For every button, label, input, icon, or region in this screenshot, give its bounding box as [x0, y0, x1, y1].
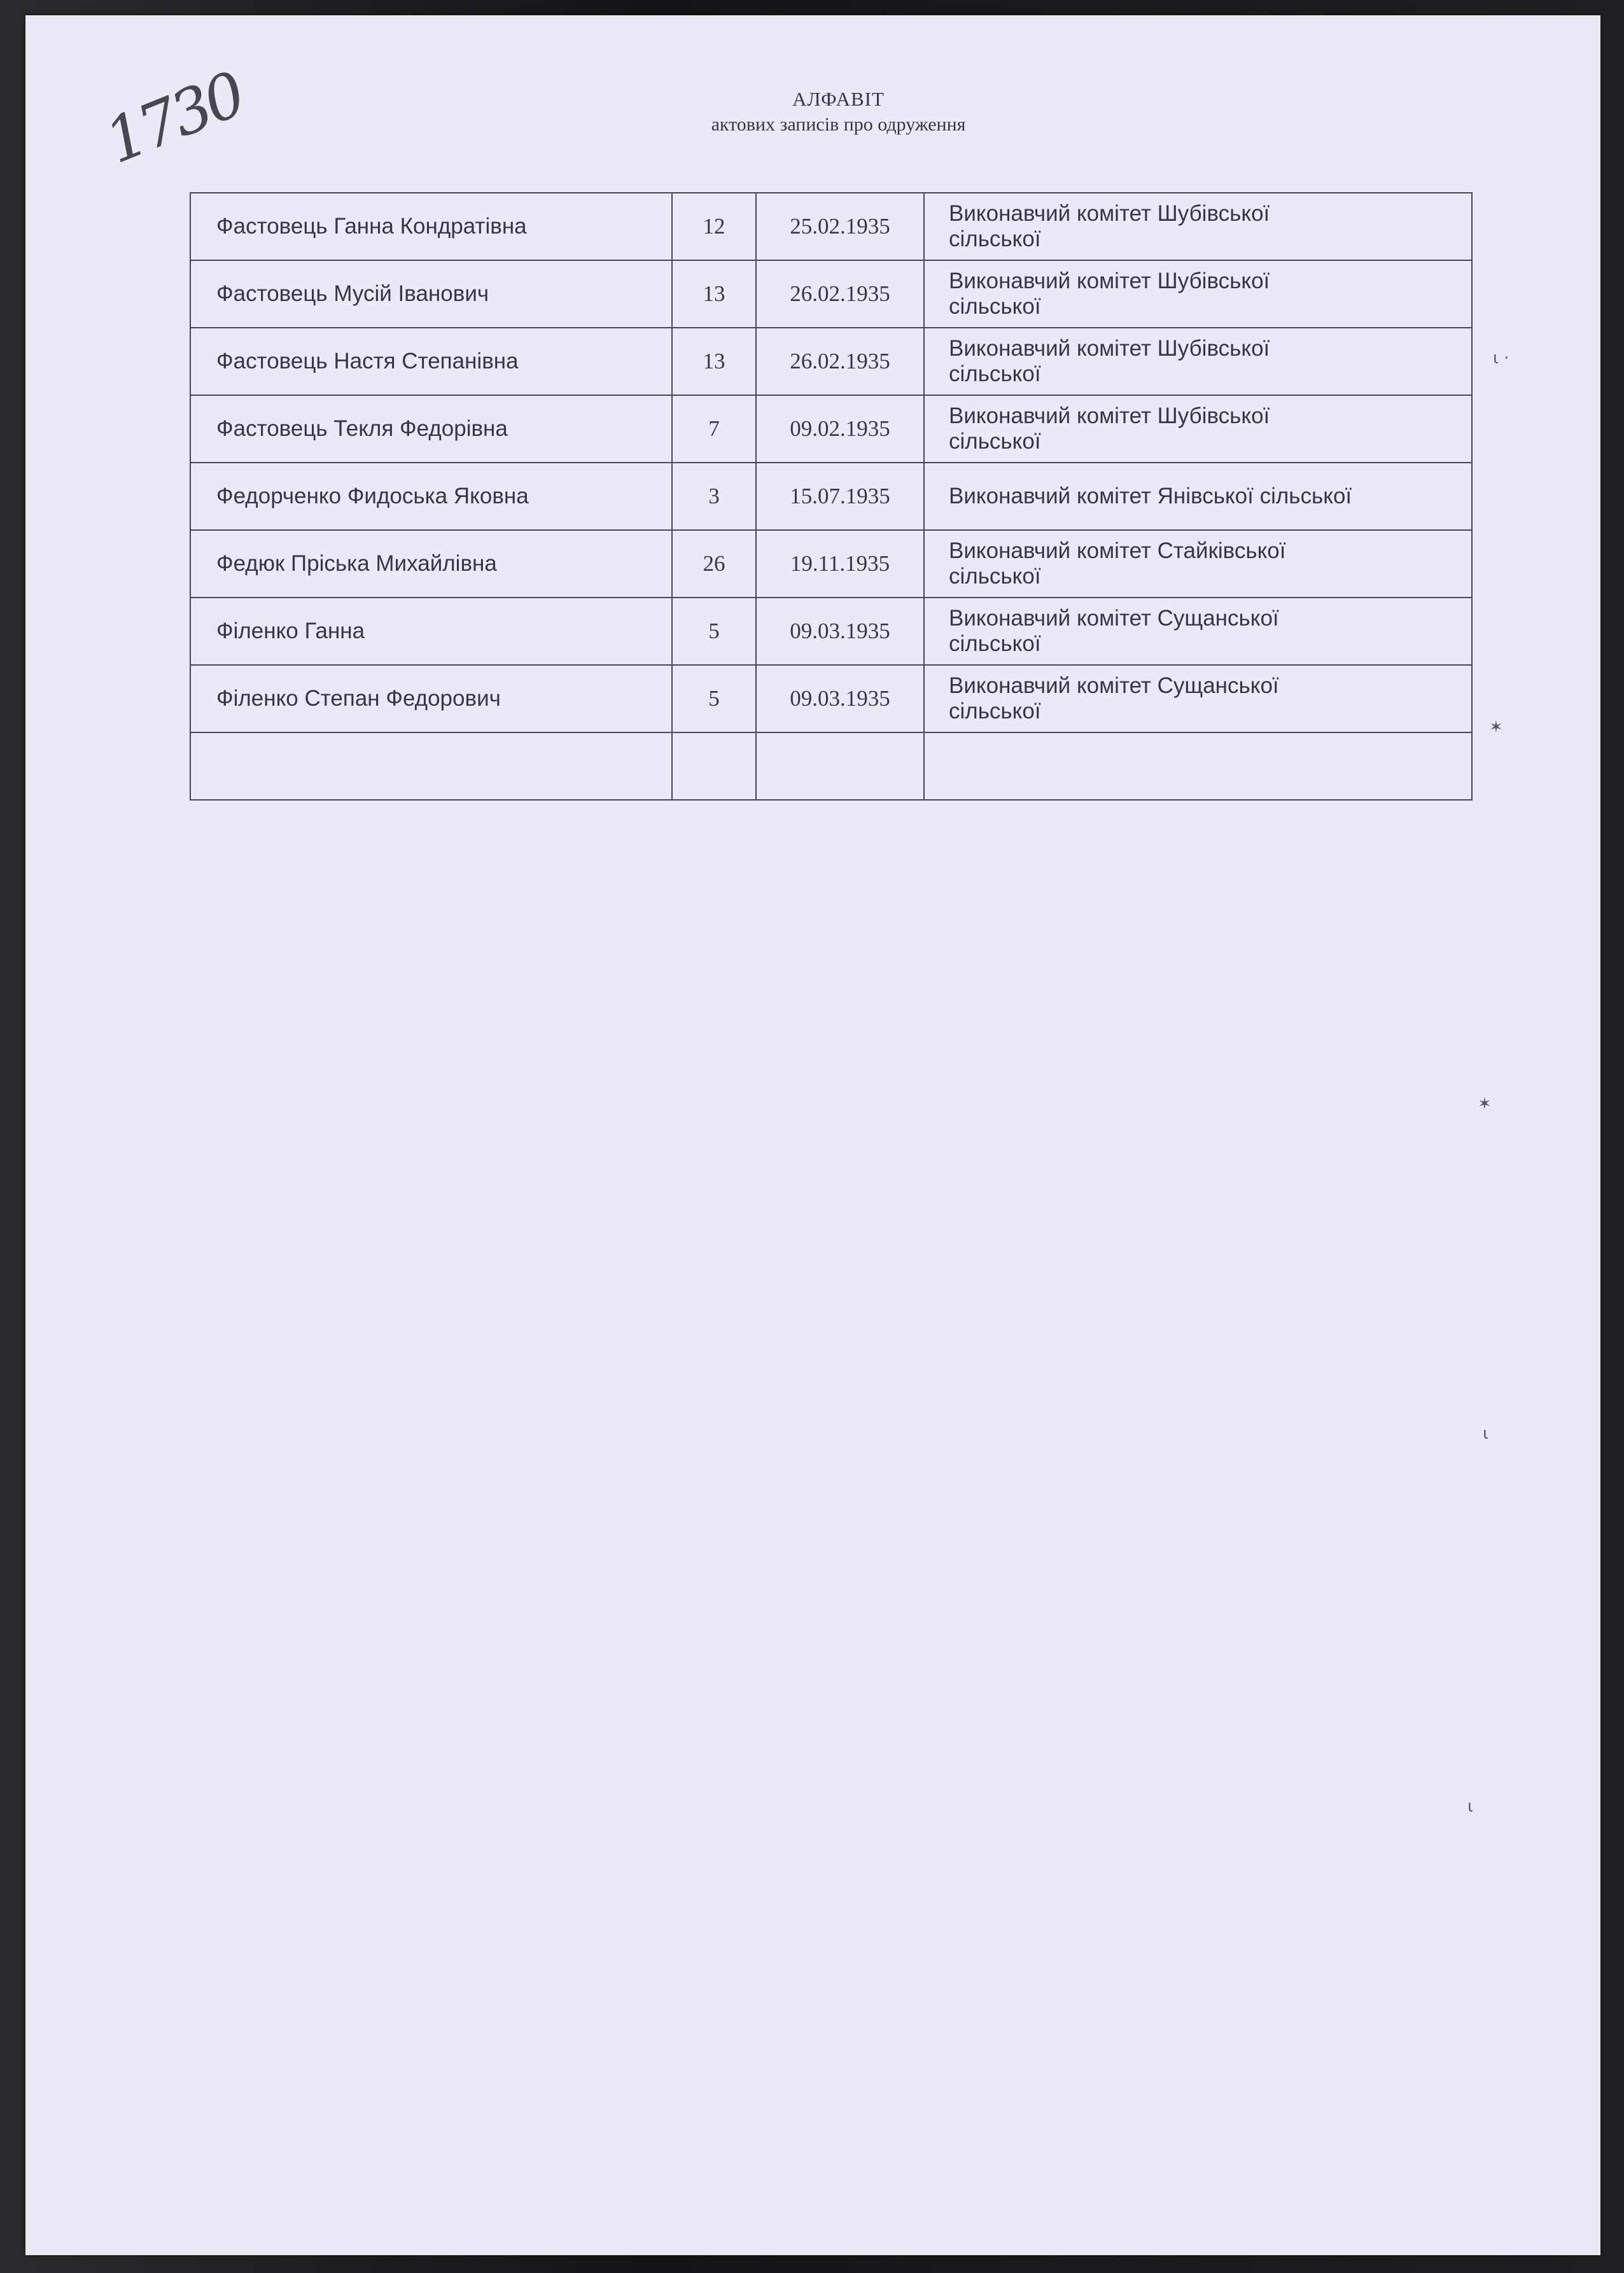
table-row [190, 463, 1472, 530]
body-line-2: сільської [949, 564, 1041, 589]
cell-name: Фастовець Настя Степанівна [190, 328, 672, 395]
cell-date: 19.11.1935 [756, 530, 924, 598]
cell-name: Федорченко Фидоська Яковна [190, 463, 672, 530]
cell-date: 26.02.1935 [756, 328, 924, 395]
cell-record-number: 26 [672, 530, 756, 598]
body-line-1: Виконавчий комітет Янівської сільської [949, 484, 1352, 508]
body-line-2: сільської [949, 227, 1041, 251]
body-line-1: Виконавчий комітет Шубівської [949, 201, 1270, 226]
cell-registry-body [924, 598, 1472, 665]
cell-name: Фастовець Текля Федорівна [190, 395, 672, 463]
body-line-1: Виконавчий комітет Стайківської [949, 538, 1286, 563]
body-line-1: Виконавчий комітет Шубівської [949, 403, 1270, 428]
cell-name [190, 732, 672, 800]
body-line-2: сільської [949, 294, 1041, 319]
document-title: АЛФАВІТ [792, 88, 885, 110]
body-line-2: сільської [949, 361, 1041, 386]
table-row [190, 328, 1472, 395]
cell-record-number: 13 [672, 260, 756, 328]
cell-name: Фастовець Ганна Кондратівна [190, 193, 672, 260]
cell-registry-body [924, 463, 1472, 530]
cell-registry-body [924, 530, 1472, 598]
cell-name: Федюк Пріська Михайлівна [190, 530, 672, 598]
body-line-2: сільської [949, 429, 1041, 454]
cell-registry-body [924, 328, 1472, 395]
cell-name: Фастовець Мусій Іванович [190, 260, 672, 328]
cell-record-number [672, 732, 756, 800]
body-line-1: Виконавчий комітет Шубівської [949, 269, 1270, 293]
cell-record-number: 13 [672, 328, 756, 395]
cell-date: 09.03.1935 [756, 598, 924, 665]
cell-name: Філенко Ганна [190, 598, 672, 665]
punch-mark: ɩ [1467, 1797, 1473, 1816]
cell-registry-body [924, 395, 1472, 463]
table-row [190, 530, 1472, 598]
cell-registry-body [924, 665, 1472, 732]
document-subtitle: актових записів про одруження [711, 114, 966, 135]
cell-record-number: 5 [672, 665, 756, 732]
cell-registry-body [924, 732, 1472, 800]
body-line-2: сільської [949, 699, 1041, 724]
handwritten-folio-number: 1730 [95, 59, 253, 178]
cell-date [756, 732, 924, 800]
body-line-1: Виконавчий комітет Шубівської [949, 336, 1270, 361]
cell-name: Філенко Степан Федорович [190, 665, 672, 732]
table-row [190, 395, 1472, 463]
punch-mark: ɩ [1483, 1424, 1488, 1443]
cell-date: 25.02.1935 [756, 193, 924, 260]
body-line-2: сільської [949, 631, 1041, 656]
body-line-1: Виконавчий комітет Сущанської [949, 673, 1279, 698]
cell-record-number: 5 [672, 598, 756, 665]
table-row [190, 260, 1472, 328]
cell-date: 15.07.1935 [756, 463, 924, 530]
table-row-empty [190, 732, 1472, 800]
punch-mark: ✶ [1478, 1095, 1492, 1114]
cell-date: 26.02.1935 [756, 260, 924, 328]
punch-mark: ɩ · [1493, 349, 1509, 368]
table-row [190, 598, 1472, 665]
punch-mark: ✶ [1489, 718, 1503, 737]
cell-record-number: 12 [672, 193, 756, 260]
cell-date: 09.02.1935 [756, 395, 924, 463]
cell-registry-body [924, 193, 1472, 260]
cell-record-number: 7 [672, 395, 756, 463]
table-row [190, 193, 1472, 260]
cell-registry-body [924, 260, 1472, 328]
document-header [25, 87, 1624, 137]
records-table [190, 192, 1473, 801]
cell-record-number: 3 [672, 463, 756, 530]
table-row [190, 665, 1472, 732]
body-line-1: Виконавчий комітет Сущанської [949, 606, 1279, 631]
cell-date: 09.03.1935 [756, 665, 924, 732]
